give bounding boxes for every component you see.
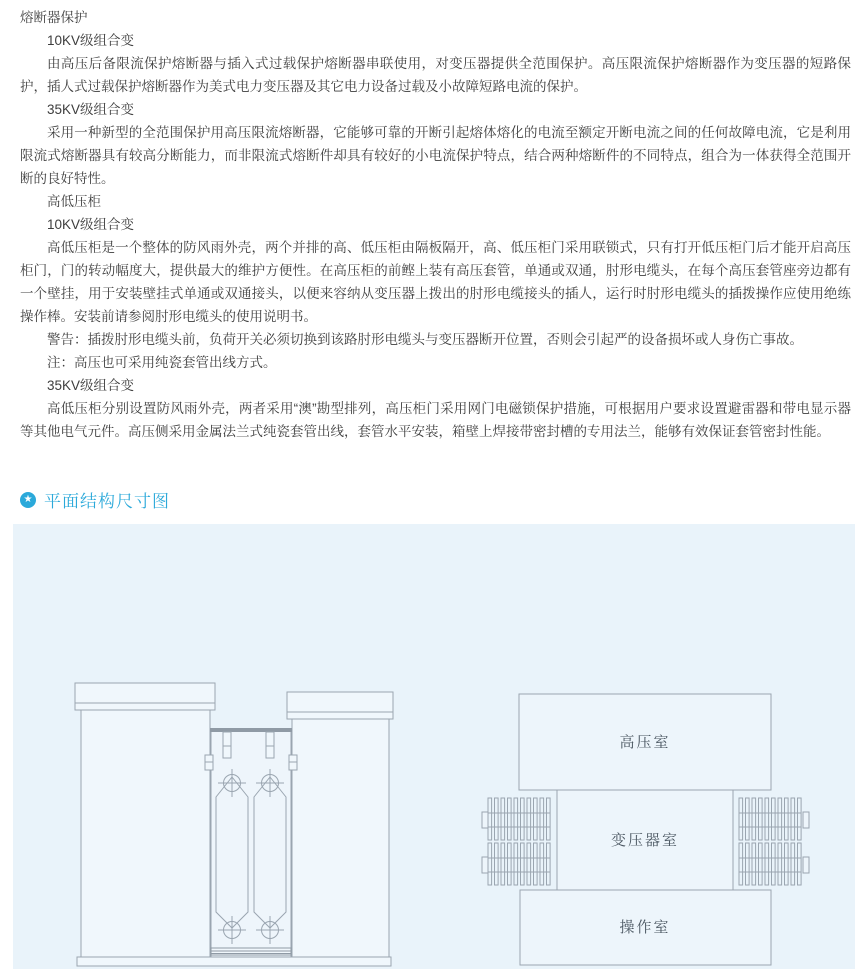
- radiator-fin: [798, 843, 802, 885]
- section-header: [20, 487, 170, 512]
- doc-subheading: 35KV级组合变: [47, 378, 135, 393]
- left-cabinet-body: [81, 710, 210, 957]
- radiator-fin: [798, 798, 802, 840]
- radiator-fin: [785, 843, 789, 885]
- radiator-fin: [488, 843, 492, 885]
- radiator-fin: [495, 798, 499, 840]
- left-cabinet-cap: [75, 683, 215, 710]
- top-bar: [210, 728, 292, 732]
- radiator-fin: [785, 798, 789, 840]
- radiator-fin: [791, 843, 795, 885]
- hanger-pin: [266, 732, 274, 758]
- radiator-fin: [739, 798, 743, 840]
- radiator-fin: [778, 798, 782, 840]
- radiator-fin: [482, 857, 488, 873]
- radiator-fin: [772, 798, 776, 840]
- radiator-fin: [527, 798, 531, 840]
- radiator-fin: [739, 843, 743, 885]
- paragraph-note: 注：高压也可采用纯瓷套管出线方式。: [47, 355, 277, 370]
- elevation-drawing: [75, 683, 393, 966]
- radiator-fin: [534, 798, 538, 840]
- radiator-fin: [746, 798, 750, 840]
- middle-compartment: [211, 730, 291, 957]
- radiator-fin: [495, 843, 499, 885]
- radiator-fin: [514, 843, 518, 885]
- right-cabinet-cap: [287, 692, 393, 719]
- doc-subheading: 35KV级组合变: [47, 102, 135, 117]
- radiator-fin: [765, 798, 769, 840]
- hanger-pin: [223, 732, 231, 758]
- doc-subheading: 高低压柜: [47, 194, 101, 209]
- radiator-fin: [508, 798, 512, 840]
- radiator-fin: [527, 843, 531, 885]
- radiator-fin: [521, 843, 525, 885]
- plan-structure-diagram: [13, 524, 855, 969]
- dimension-diagram-panel: [13, 524, 855, 969]
- paragraph: 高低压柜是一个整体的防风雨外壳，两个并排的高、低压柜由隔板隔开，高、低压柜门采用联锁式，只有打开低压柜门后才能开启高压柜门，门的转动幅度大，提供最大的维护方便性。在高压柜的前鲣上装有高压套管，单通或双通，肘形电缆头，在每个高压套管座旁边都有一个壁挂，用于安装壁挂式单通或双通接头，以便来容纳从变压器上拨出的肘形电缆接头的插人，运行时肘形电缆头的插拨操作应使用绝练操作棒。安装前请参阅肘形电缆头的使用说明书。: [20, 240, 851, 324]
- radiator-fin: [752, 798, 756, 840]
- radiator-fin: [488, 798, 492, 840]
- room-label-high-voltage: 高压室: [619, 734, 671, 751]
- radiator-fin: [765, 843, 769, 885]
- radiator-fin: [759, 843, 763, 885]
- doc-subheading: 10KV级组合变: [47, 33, 135, 48]
- paragraph-warning: 警告：插拨肘形电缆头前，负荷开关必须切换到该路肘形电缆头与变压器断开位置，否则会引起严的设备损坏或人身伤亡事故。: [47, 332, 803, 347]
- radiator-fin: [791, 798, 795, 840]
- radiator-fin: [540, 843, 544, 885]
- radiator-fin: [803, 812, 809, 828]
- paragraph: 高低压柜分别设置防风雨外壳，两者采用“澳”勘型排列，高压柜门采用网门电磁锁保护措施，可根据用户要求设置避雷器和带电显示器等其他电气元件。高压侧采用金属法兰式纯瓷套管出线，套管水平安装，箱壁上焊接带密封槽的专用法兰，能够有效保证套管密封性能。: [20, 401, 851, 439]
- radiator-fin: [514, 798, 518, 840]
- room-label-operation: 操作室: [619, 919, 671, 936]
- radiator-fin: [746, 843, 750, 885]
- room-label-transformer: 变压器室: [610, 832, 680, 849]
- radiator-fin: [534, 843, 538, 885]
- doc-subheading: 10KV级组合变: [47, 217, 135, 232]
- plan-drawing: [482, 694, 809, 965]
- radiator-fin: [803, 857, 809, 873]
- radiator-fin: [540, 798, 544, 840]
- document-body: [20, 6, 851, 443]
- radiator-fin: [778, 843, 782, 885]
- radiator-fin: [482, 812, 488, 828]
- radiator-fin: [759, 798, 763, 840]
- doc-heading: 熔断器保护: [20, 10, 88, 25]
- radiator-fin: [772, 843, 776, 885]
- radiator-fin: [501, 843, 505, 885]
- paragraph: 采用一种新型的全范围保护用高压限流熔断器，它能够可靠的开断引起熔体熔化的电流至额定开断电流之间的任何故障电流，它是利用限流式熔断器具有较高分断能力，而非限流式熔断件却具有较好的小电流保护特点，结合两种熔断件的不同特点，组合为一体获得全范围开断的良好特性。: [20, 125, 851, 186]
- radiator-fin: [547, 843, 551, 885]
- star-circle-icon: ★: [20, 492, 36, 508]
- radiator-fin: [501, 798, 505, 840]
- radiator-fin: [547, 798, 551, 840]
- radiator-fin: [521, 798, 525, 840]
- radiator-fin: [508, 843, 512, 885]
- base-plate: [77, 957, 391, 966]
- right-cabinet-body: [292, 719, 389, 957]
- paragraph: 由高压后备限流保护熔断器与插入式过载保护熔断器串联使用，对变压器提供全范围保护。高压限流保护熔断器作为变压器的短路保护，插人式过载保护熔断器作为美式电力变压器及其它电力设备过载及小故障短路电流的保护。: [20, 56, 851, 94]
- section-title: 平面结构尺寸图: [44, 492, 170, 511]
- radiator-fin: [752, 843, 756, 885]
